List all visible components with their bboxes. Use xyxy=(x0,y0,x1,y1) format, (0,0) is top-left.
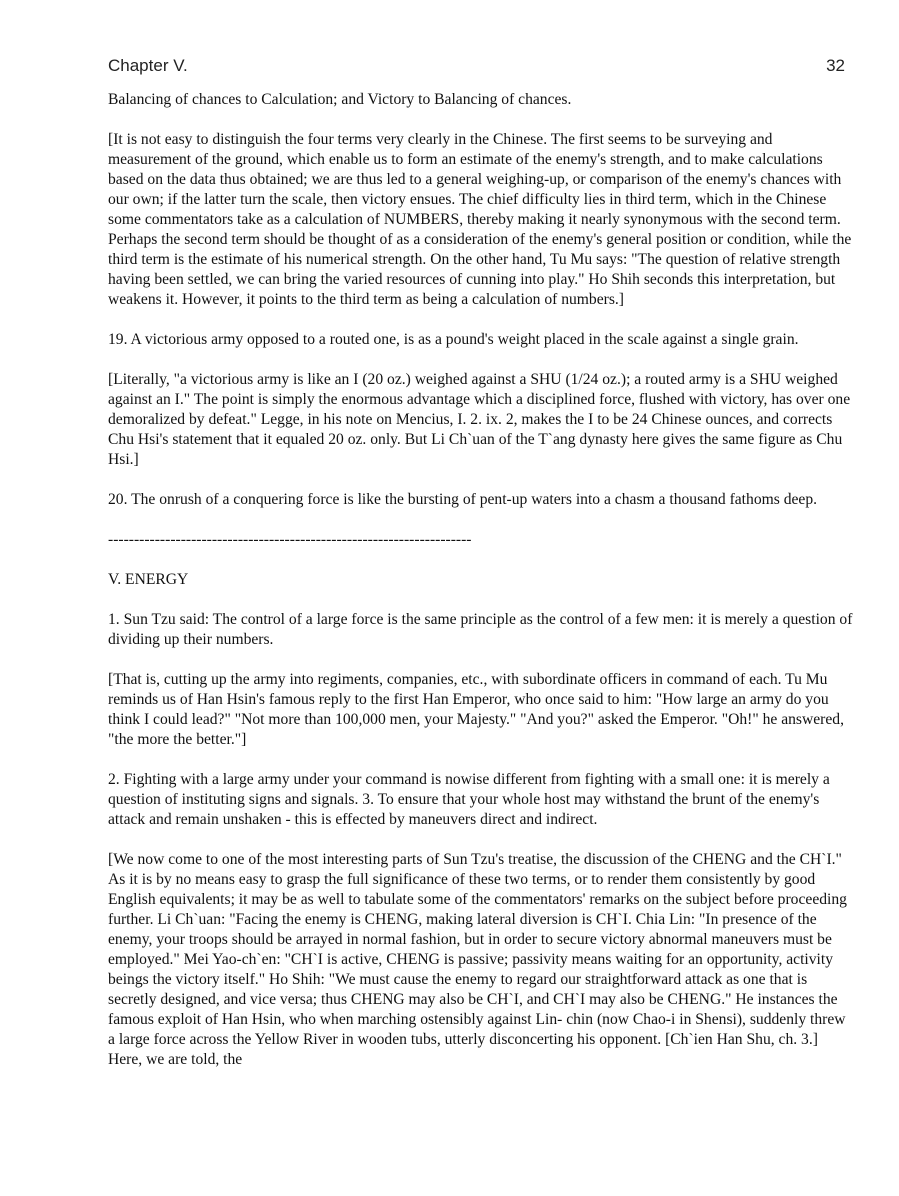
page-body xyxy=(108,90,853,1090)
paragraph: 19. A victorious army opposed to a routed one, is as a pound's weight placed in the scale against a single grain. xyxy=(108,331,799,348)
paragraph: [That is, cutting up the army into regiments, companies, etc., with subordinate officers in command of each. Tu Mu reminds us of Han Hsin's famous reply to the first Han Emperor, who once said to him: "How large an army do you think I could lead?" "Not more than 100,000 men, your Majesty." "And you?" asked the Emperor. "Oh!" he answered, "the more the better."] xyxy=(108,671,844,748)
page-header xyxy=(108,56,845,80)
page-number: 32 xyxy=(826,56,845,75)
chapter-title: Chapter V. xyxy=(108,56,188,75)
paragraph: 2. Fighting with a large army under your command is nowise different from fighting with a small one: it is merely a question of instituting signs and signals. 3. To ensure that your whole host may withstand the brunt of the enemy's attack and remain unshaken - this is effected by maneuvers direct and indirect. xyxy=(108,771,830,828)
paragraph: Balancing of chances to Calculation; and Victory to Balancing of chances. xyxy=(108,91,572,108)
paragraph: [We now come to one of the most interesting parts of Sun Tzu's treatise, the discussion of the CHENG and the CH`I." As it is by no means easy to grasp the full significance of these two terms, or to render them consistently by good English equivalents; it may be as well to tabulate some of the commentators' remarks on the subject before proceeding further. Li Ch`uan: "Facing the enemy is CHENG, making lateral diversion is CH`I. Chia Lin: "In presence of the enemy, your troops should be arrayed in normal fashion, but in order to secure victory abnormal maneuvers must be employed." Mei Yao-ch`en: "CH`I is active, CHENG is passive; passivity means waiting for an opportunity, activity beings the victory itself." Ho Shih: "We must cause the enemy to regard our straightforward attack as one that is secretly designed, and vice versa; thus CHENG may also be CH`I, and CH`I may also be CHENG." He instances the famous exploit of Han Hsin, who when marching ostensibly against Lin- chin (now Chao-i in Shensi), suddenly threw a large force across the Yellow River in wooden tubs, utterly disconcerting his opponent. [Ch`ien Han Shu, ch. 3.] Here, we are told, the xyxy=(108,851,847,1068)
section-heading: V. ENERGY xyxy=(108,571,189,588)
paragraph: [Literally, "a victorious army is like an I (20 oz.) weighed against a SHU (1/24 oz.); a routed army is a SHU weighed against an I." The point is simply the enormous advantage which a disciplined force, flushed with victory, has over one demoralized by defeat." Legge, in his note on Mencius, I. 2. ix. 2, makes the I to be 24 Chinese ounces, and corrects Chu Hsi's statement that it equaled 20 oz. only. But Li Ch`uan of the T`ang dynasty here gives the same figure as Chu Hsi.] xyxy=(108,371,851,468)
paragraph: [It is not easy to distinguish the four terms very clearly in the Chinese. The first seems to be surveying and measurement of the ground, which enable us to form an estimate of the enemy's strength, and to make calculations based on the data thus obtained; we are thus led to a general weighing-up, or comparison of the enemy's chances with our own; if the latter turn the scale, then victory ensues. The chief difficulty lies in third term, which in the Chinese some commentators take as a calculation of NUMBERS, thereby making it nearly synonymous with the second term. Perhaps the second term should be thought of as a consideration of the enemy's general position or condition, while the third term is the estimate of his numerical strength. On the other hand, Tu Mu says: "The question of relative strength having been settled, we can bring the varied resources of cunning into play." Ho Shih seconds this interpretation, but weakens it. However, it points to the third term as being a calculation of numbers.] xyxy=(108,131,852,308)
paragraph: 20. The onrush of a conquering force is like the bursting of pent-up waters into a chasm a thousand fathoms deep. xyxy=(108,491,818,508)
section-divider: ---------------------------------------------------------------------- xyxy=(108,531,472,548)
paragraph: 1. Sun Tzu said: The control of a large force is the same principle as the control of a few men: it is merely a question of dividing up their numbers. xyxy=(108,611,853,648)
